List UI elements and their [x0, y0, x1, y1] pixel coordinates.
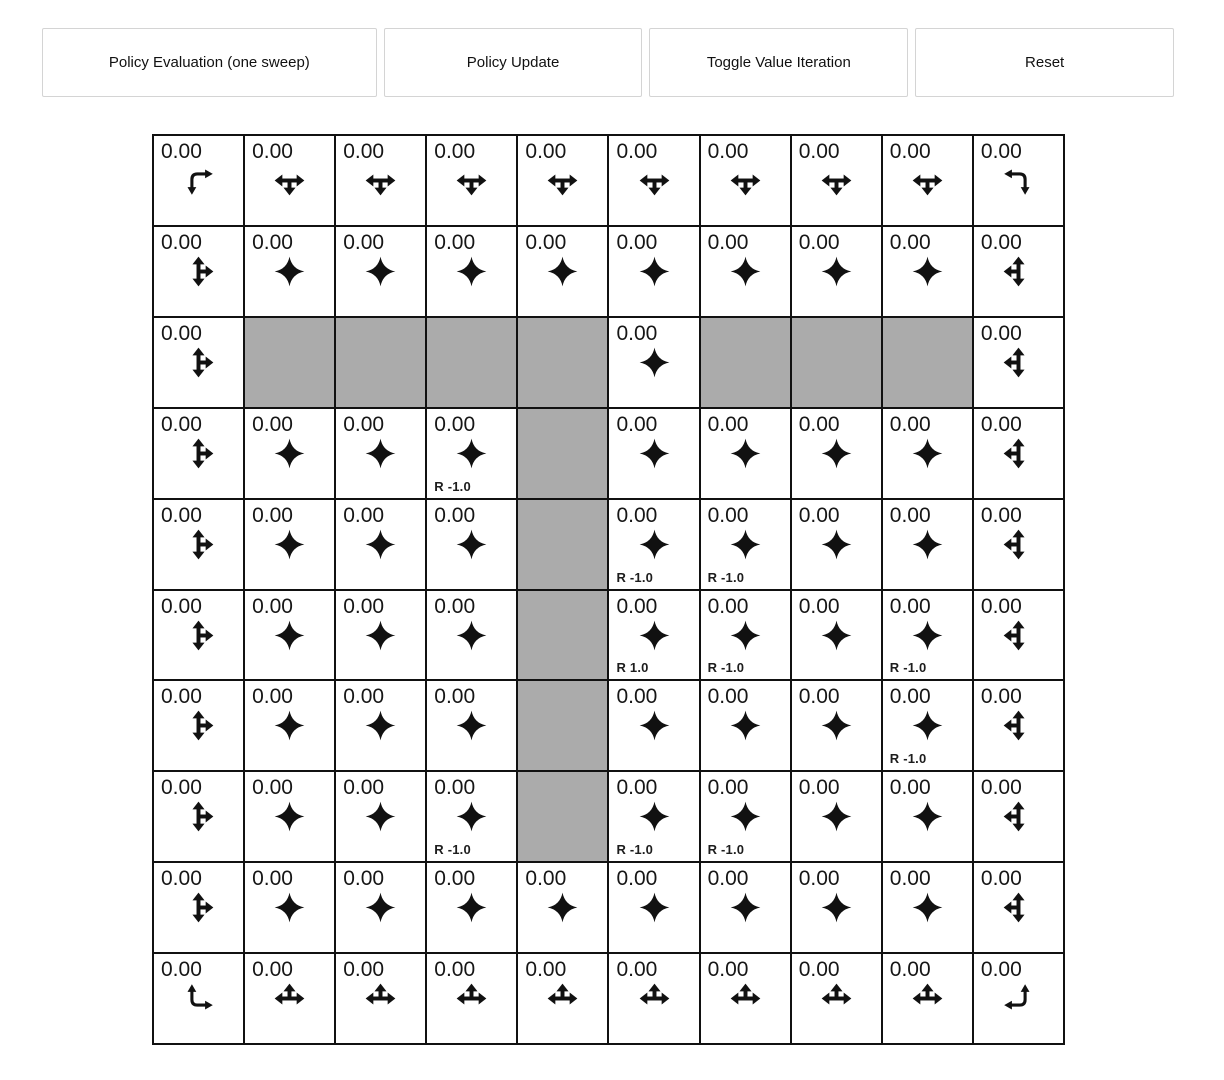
policy-arrow-lrd-icon: [546, 164, 579, 197]
policy-arrow-udlr-icon: [820, 800, 853, 833]
policy-arrow-udlr-icon: [546, 255, 579, 288]
state-value: 0.00: [798, 867, 840, 891]
state-value: 0.00: [616, 503, 658, 527]
toolbar: [0, 0, 1224, 97]
reward-label: R -1.0: [434, 478, 471, 494]
state-value: 0.00: [252, 776, 293, 800]
reward-label: R -1.0: [707, 569, 745, 585]
state-value: 0.00: [616, 412, 658, 436]
policy-arrow-udlr-icon: [911, 891, 944, 924]
policy-arrow-udlr-icon: [455, 619, 488, 652]
grid-cell[interactable]: [608, 590, 699, 681]
state-value: 0.00: [434, 685, 476, 709]
policy-arrow-udlr-icon: [364, 891, 397, 924]
policy-arrow-udlr-icon: [638, 255, 671, 288]
grid-cell[interactable]: [700, 135, 791, 226]
state-value: 0.00: [252, 140, 293, 163]
grid-cell[interactable]: [973, 953, 1064, 1044]
grid-cell[interactable]: [791, 771, 882, 862]
state-value: 0.00: [343, 503, 385, 527]
state-value: 0.00: [707, 594, 749, 618]
state-value: 0.00: [252, 685, 293, 709]
grid-cell[interactable]: [335, 953, 426, 1044]
grid-cell[interactable]: [153, 499, 244, 590]
policy-arrow-udl-icon: [1002, 255, 1035, 288]
grid-cell[interactable]: [882, 408, 973, 499]
state-value: 0.00: [343, 230, 385, 254]
grid-cell[interactable]: [700, 953, 791, 1044]
policy-arrow-udlr-icon: [729, 619, 762, 652]
policy-arrow-udlr-icon: [273, 437, 306, 470]
policy-evaluation-button[interactable]: Policy Evaluation (one sweep): [42, 28, 377, 97]
grid-cell[interactable]: [426, 680, 517, 771]
policy-arrow-udlr-icon: [364, 528, 397, 561]
state-value: 0.00: [343, 140, 385, 163]
state-value: 0.00: [161, 503, 202, 527]
policy-arrow-lrd-icon: [729, 164, 762, 197]
reward-label: R -1.0: [889, 751, 927, 767]
grid-cell[interactable]: [882, 226, 973, 317]
grid-cell[interactable]: [608, 226, 699, 317]
policy-arrow-lrd-icon: [364, 164, 397, 197]
state-value: 0.00: [980, 503, 1022, 527]
state-value: 0.00: [707, 230, 749, 254]
grid-cell[interactable]: [608, 317, 699, 408]
policy-arrow-udlr-icon: [364, 619, 397, 652]
policy-arrow-lrd-icon: [820, 164, 853, 197]
state-value: 0.00: [343, 412, 385, 436]
grid-cell[interactable]: [973, 862, 1064, 953]
state-value: 0.00: [252, 412, 293, 436]
policy-arrow-lrd-icon: [455, 164, 488, 197]
policy-arrow-ulr-icon: [820, 982, 853, 1015]
state-value: 0.00: [434, 230, 476, 254]
gridworld-grid: [152, 134, 1065, 1045]
policy-arrow-udlr-icon: [638, 709, 671, 742]
grid-cell[interactable]: [153, 135, 244, 226]
state-value: 0.00: [798, 503, 840, 527]
state-value: 0.00: [161, 958, 202, 982]
policy-arrow-ulr-icon: [638, 982, 671, 1015]
state-value: 0.00: [707, 140, 749, 163]
state-value: 0.00: [434, 776, 476, 800]
state-value: 0.00: [889, 867, 931, 891]
policy-arrow-udlr-icon: [638, 528, 671, 561]
reset-button[interactable]: Reset: [915, 28, 1174, 97]
grid-cell[interactable]: [791, 590, 882, 681]
state-value: 0.00: [980, 140, 1022, 163]
state-value: 0.00: [798, 412, 840, 436]
grid-cell[interactable]: [700, 862, 791, 953]
grid-cell[interactable]: [517, 226, 608, 317]
grid-cell[interactable]: [791, 226, 882, 317]
state-value: 0.00: [707, 412, 749, 436]
state-value: 0.00: [980, 776, 1022, 800]
policy-arrow-udl-icon: [1002, 709, 1035, 742]
grid-cell[interactable]: [153, 953, 244, 1044]
state-value: 0.00: [252, 594, 293, 618]
policy-arrow-udlr-icon: [364, 709, 397, 742]
grid-cell[interactable]: [973, 135, 1064, 226]
state-value: 0.00: [889, 958, 931, 982]
policy-arrow-udlr-icon: [455, 437, 488, 470]
grid-cell[interactable]: [973, 680, 1064, 771]
policy-arrow-udl-icon: [1002, 437, 1035, 470]
state-value: 0.00: [616, 594, 658, 618]
grid-cell[interactable]: [244, 953, 335, 1044]
grid-cell[interactable]: [153, 408, 244, 499]
policy-arrow-udlr-icon: [455, 709, 488, 742]
grid-cell[interactable]: [335, 226, 426, 317]
reward-label: R 1.0: [616, 660, 649, 676]
policy-arrow-ulr-icon: [911, 982, 944, 1015]
grid-cell[interactable]: [973, 408, 1064, 499]
state-value: 0.00: [434, 140, 476, 163]
state-value: 0.00: [343, 594, 385, 618]
policy-arrow-udlr-icon: [364, 255, 397, 288]
policy-arrow-udlr-icon: [820, 891, 853, 924]
policy-arrow-lrd-icon: [638, 164, 671, 197]
grid-cell[interactable]: [791, 135, 882, 226]
grid-cell[interactable]: [791, 499, 882, 590]
state-value: 0.00: [889, 230, 931, 254]
grid-cell[interactable]: [700, 499, 791, 590]
state-value: 0.00: [798, 140, 840, 163]
state-value: 0.00: [161, 594, 202, 618]
grid-cell[interactable]: [882, 590, 973, 681]
state-value: 0.00: [980, 594, 1022, 618]
grid-cell[interactable]: [244, 226, 335, 317]
state-value: 0.00: [889, 594, 931, 618]
grid-cell[interactable]: [791, 862, 882, 953]
policy-arrow-udlr-icon: [911, 437, 944, 470]
policy-arrow-udlr-icon: [273, 619, 306, 652]
state-value: 0.00: [161, 776, 202, 800]
grid-cell[interactable]: [335, 862, 426, 953]
policy-arrow-udlr-icon: [820, 528, 853, 561]
policy-arrow-udlr-icon: [364, 437, 397, 470]
policy-arrow-udlr-icon: [455, 255, 488, 288]
grid-cell[interactable]: [244, 135, 335, 226]
grid-cell[interactable]: [244, 862, 335, 953]
grid-cell[interactable]: [882, 499, 973, 590]
state-value: 0.00: [161, 230, 202, 254]
state-value: 0.00: [980, 321, 1022, 345]
policy-arrow-udlr-icon: [638, 346, 671, 379]
policy-arrow-udlr-icon: [638, 619, 671, 652]
state-value: 0.00: [798, 685, 840, 709]
state-value: 0.00: [980, 958, 1022, 982]
policy-arrow-udr-icon: [182, 891, 215, 924]
grid-cell[interactable]: [973, 226, 1064, 317]
grid-cell[interactable]: [973, 771, 1064, 862]
policy-arrow-lrd-icon: [273, 164, 306, 197]
state-value: 0.00: [980, 412, 1022, 436]
wall-cell[interactable]: [244, 317, 335, 408]
policy-arrow-udlr-icon: [911, 528, 944, 561]
reward-label: R -1.0: [707, 660, 745, 676]
grid-cell[interactable]: [153, 862, 244, 953]
grid-cell[interactable]: [335, 499, 426, 590]
state-value: 0.00: [707, 503, 749, 527]
grid-cell[interactable]: [335, 680, 426, 771]
grid-cell[interactable]: [426, 226, 517, 317]
policy-arrow-rd-icon: [182, 164, 215, 197]
state-value: 0.00: [616, 867, 658, 891]
policy-arrow-udlr-icon: [273, 891, 306, 924]
policy-arrow-udl-icon: [1002, 528, 1035, 561]
state-value: 0.00: [434, 867, 476, 891]
state-value: 0.00: [161, 140, 202, 163]
wall-cell[interactable]: [517, 408, 608, 499]
state-value: 0.00: [343, 685, 385, 709]
policy-arrow-udlr-icon: [455, 800, 488, 833]
state-value: 0.00: [889, 503, 931, 527]
policy-arrow-udr-icon: [182, 255, 215, 288]
policy-arrow-udr-icon: [182, 800, 215, 833]
policy-arrow-udlr-icon: [729, 437, 762, 470]
grid-cell[interactable]: [244, 771, 335, 862]
policy-arrow-udlr-icon: [364, 800, 397, 833]
grid-cell[interactable]: [882, 771, 973, 862]
grid-cell[interactable]: [882, 680, 973, 771]
policy-arrow-udlr-icon: [638, 437, 671, 470]
grid-cell[interactable]: [791, 680, 882, 771]
state-value: 0.00: [616, 140, 658, 163]
state-value: 0.00: [161, 321, 202, 345]
state-value: 0.00: [434, 594, 476, 618]
grid-cell[interactable]: [153, 317, 244, 408]
state-value: 0.00: [889, 776, 931, 800]
policy-arrow-ld-icon: [1002, 164, 1035, 197]
state-value: 0.00: [525, 958, 567, 982]
state-value: 0.00: [252, 958, 293, 982]
state-value: 0.00: [798, 958, 840, 982]
state-value: 0.00: [434, 503, 476, 527]
reward-label: R -1.0: [434, 842, 471, 858]
grid-cell[interactable]: [700, 590, 791, 681]
state-value: 0.00: [434, 412, 476, 436]
state-value: 0.00: [889, 685, 931, 709]
policy-arrow-udlr-icon: [911, 709, 944, 742]
policy-arrow-udlr-icon: [820, 255, 853, 288]
state-value: 0.00: [161, 867, 202, 891]
wall-cell[interactable]: [791, 317, 882, 408]
wall-cell[interactable]: [517, 499, 608, 590]
grid-cell[interactable]: [426, 408, 517, 499]
policy-arrow-udlr-icon: [638, 800, 671, 833]
grid-cell[interactable]: [335, 771, 426, 862]
grid-cell[interactable]: [608, 135, 699, 226]
grid-cell[interactable]: [244, 590, 335, 681]
policy-arrow-udlr-icon: [273, 800, 306, 833]
grid-cell[interactable]: [882, 862, 973, 953]
policy-arrow-udr-icon: [182, 437, 215, 470]
policy-arrow-ulr-icon: [455, 982, 488, 1015]
policy-arrow-udlr-icon: [911, 255, 944, 288]
wall-cell[interactable]: [517, 590, 608, 681]
wall-cell[interactable]: [517, 771, 608, 862]
grid-cell[interactable]: [700, 680, 791, 771]
state-value: 0.00: [343, 776, 385, 800]
policy-arrow-udr-icon: [182, 709, 215, 742]
grid-cell[interactable]: [153, 771, 244, 862]
policy-arrow-udl-icon: [1002, 891, 1035, 924]
state-value: 0.00: [161, 412, 202, 436]
grid-cell[interactable]: [608, 771, 699, 862]
policy-arrow-udlr-icon: [273, 528, 306, 561]
grid-cell[interactable]: [882, 135, 973, 226]
state-value: 0.00: [798, 776, 840, 800]
policy-arrow-udlr-icon: [911, 619, 944, 652]
wall-cell[interactable]: [335, 317, 426, 408]
state-value: 0.00: [889, 412, 931, 436]
policy-arrow-lrd-icon: [911, 164, 944, 197]
grid-cell[interactable]: [153, 590, 244, 681]
policy-arrow-ul-icon: [1002, 982, 1035, 1015]
policy-arrow-udl-icon: [1002, 619, 1035, 652]
grid-cell[interactable]: [244, 680, 335, 771]
state-value: 0.00: [616, 230, 658, 254]
grid-cell[interactable]: [608, 680, 699, 771]
state-value: 0.00: [707, 776, 749, 800]
policy-update-button[interactable]: Policy Update: [384, 28, 643, 97]
reward-label: R -1.0: [889, 660, 927, 676]
grid-cell[interactable]: [426, 590, 517, 681]
wall-cell[interactable]: [882, 317, 973, 408]
state-value: 0.00: [161, 685, 202, 709]
grid-cell[interactable]: [608, 408, 699, 499]
grid-cell[interactable]: [882, 953, 973, 1044]
state-value: 0.00: [707, 958, 749, 982]
grid-cell[interactable]: [973, 499, 1064, 590]
policy-arrow-udlr-icon: [729, 800, 762, 833]
state-value: 0.00: [889, 140, 931, 163]
grid-cell[interactable]: [700, 226, 791, 317]
reward-label: R -1.0: [707, 842, 745, 858]
state-value: 0.00: [616, 685, 658, 709]
policy-arrow-udl-icon: [1002, 800, 1035, 833]
grid-cell[interactable]: [426, 953, 517, 1044]
grid-cell[interactable]: [973, 590, 1064, 681]
grid-cell[interactable]: [335, 590, 426, 681]
policy-arrow-udlr-icon: [273, 709, 306, 742]
state-value: 0.00: [252, 230, 293, 254]
grid-cell[interactable]: [517, 953, 608, 1044]
grid-cell[interactable]: [335, 135, 426, 226]
grid-cell[interactable]: [517, 862, 608, 953]
policy-arrow-udr-icon: [182, 528, 215, 561]
state-value: 0.00: [980, 230, 1022, 254]
reward-label: R -1.0: [616, 569, 654, 585]
grid-cell[interactable]: [973, 317, 1064, 408]
state-value: 0.00: [616, 321, 658, 345]
wall-cell[interactable]: [517, 680, 608, 771]
policy-arrow-ulr-icon: [729, 982, 762, 1015]
toggle-value-iteration-button[interactable]: Toggle Value Iteration: [649, 28, 908, 97]
policy-arrow-udlr-icon: [729, 709, 762, 742]
grid-cell[interactable]: [700, 771, 791, 862]
grid-cell[interactable]: [153, 680, 244, 771]
state-value: 0.00: [798, 594, 840, 618]
grid-cell[interactable]: [791, 953, 882, 1044]
state-value: 0.00: [980, 867, 1022, 891]
state-value: 0.00: [707, 867, 749, 891]
state-value: 0.00: [798, 230, 840, 254]
grid-cell[interactable]: [608, 499, 699, 590]
policy-arrow-udlr-icon: [273, 255, 306, 288]
state-value: 0.00: [252, 867, 293, 891]
state-value: 0.00: [616, 776, 658, 800]
policy-arrow-udlr-icon: [455, 528, 488, 561]
grid-cell[interactable]: [608, 953, 699, 1044]
state-value: 0.00: [525, 140, 567, 163]
grid-cell[interactable]: [153, 226, 244, 317]
policy-arrow-udlr-icon: [820, 709, 853, 742]
grid-cell[interactable]: [335, 408, 426, 499]
policy-arrow-udr-icon: [182, 346, 215, 379]
grid-cell[interactable]: [517, 135, 608, 226]
policy-arrow-udlr-icon: [729, 528, 762, 561]
grid-cell[interactable]: [426, 771, 517, 862]
policy-arrow-udlr-icon: [546, 891, 579, 924]
policy-arrow-udlr-icon: [729, 891, 762, 924]
policy-arrow-udlr-icon: [638, 891, 671, 924]
policy-arrow-udr-icon: [182, 619, 215, 652]
grid-cell[interactable]: [244, 408, 335, 499]
grid-cell[interactable]: [608, 862, 699, 953]
state-value: 0.00: [707, 685, 749, 709]
state-value: 0.00: [343, 867, 385, 891]
state-value: 0.00: [616, 958, 658, 982]
state-value: 0.00: [525, 230, 567, 254]
grid-cell[interactable]: [426, 135, 517, 226]
policy-arrow-udl-icon: [1002, 346, 1035, 379]
policy-arrow-udlr-icon: [455, 891, 488, 924]
reward-label: R -1.0: [616, 842, 654, 858]
state-value: 0.00: [434, 958, 476, 982]
policy-arrow-ur-icon: [182, 982, 215, 1015]
state-value: 0.00: [525, 867, 567, 891]
policy-arrow-udlr-icon: [820, 619, 853, 652]
policy-arrow-udlr-icon: [911, 800, 944, 833]
grid-cell[interactable]: [791, 408, 882, 499]
wall-cell[interactable]: [517, 317, 608, 408]
grid-cell[interactable]: [244, 499, 335, 590]
policy-arrow-udlr-icon: [729, 255, 762, 288]
state-value: 0.00: [343, 958, 385, 982]
grid-cell[interactable]: [700, 408, 791, 499]
wall-cell[interactable]: [426, 317, 517, 408]
policy-arrow-udlr-icon: [820, 437, 853, 470]
state-value: 0.00: [980, 685, 1022, 709]
grid-cell[interactable]: [426, 499, 517, 590]
wall-cell[interactable]: [700, 317, 791, 408]
grid-cell[interactable]: [426, 862, 517, 953]
state-value: 0.00: [252, 503, 293, 527]
policy-arrow-ulr-icon: [364, 982, 397, 1015]
policy-arrow-ulr-icon: [273, 982, 306, 1015]
policy-arrow-ulr-icon: [546, 982, 579, 1015]
